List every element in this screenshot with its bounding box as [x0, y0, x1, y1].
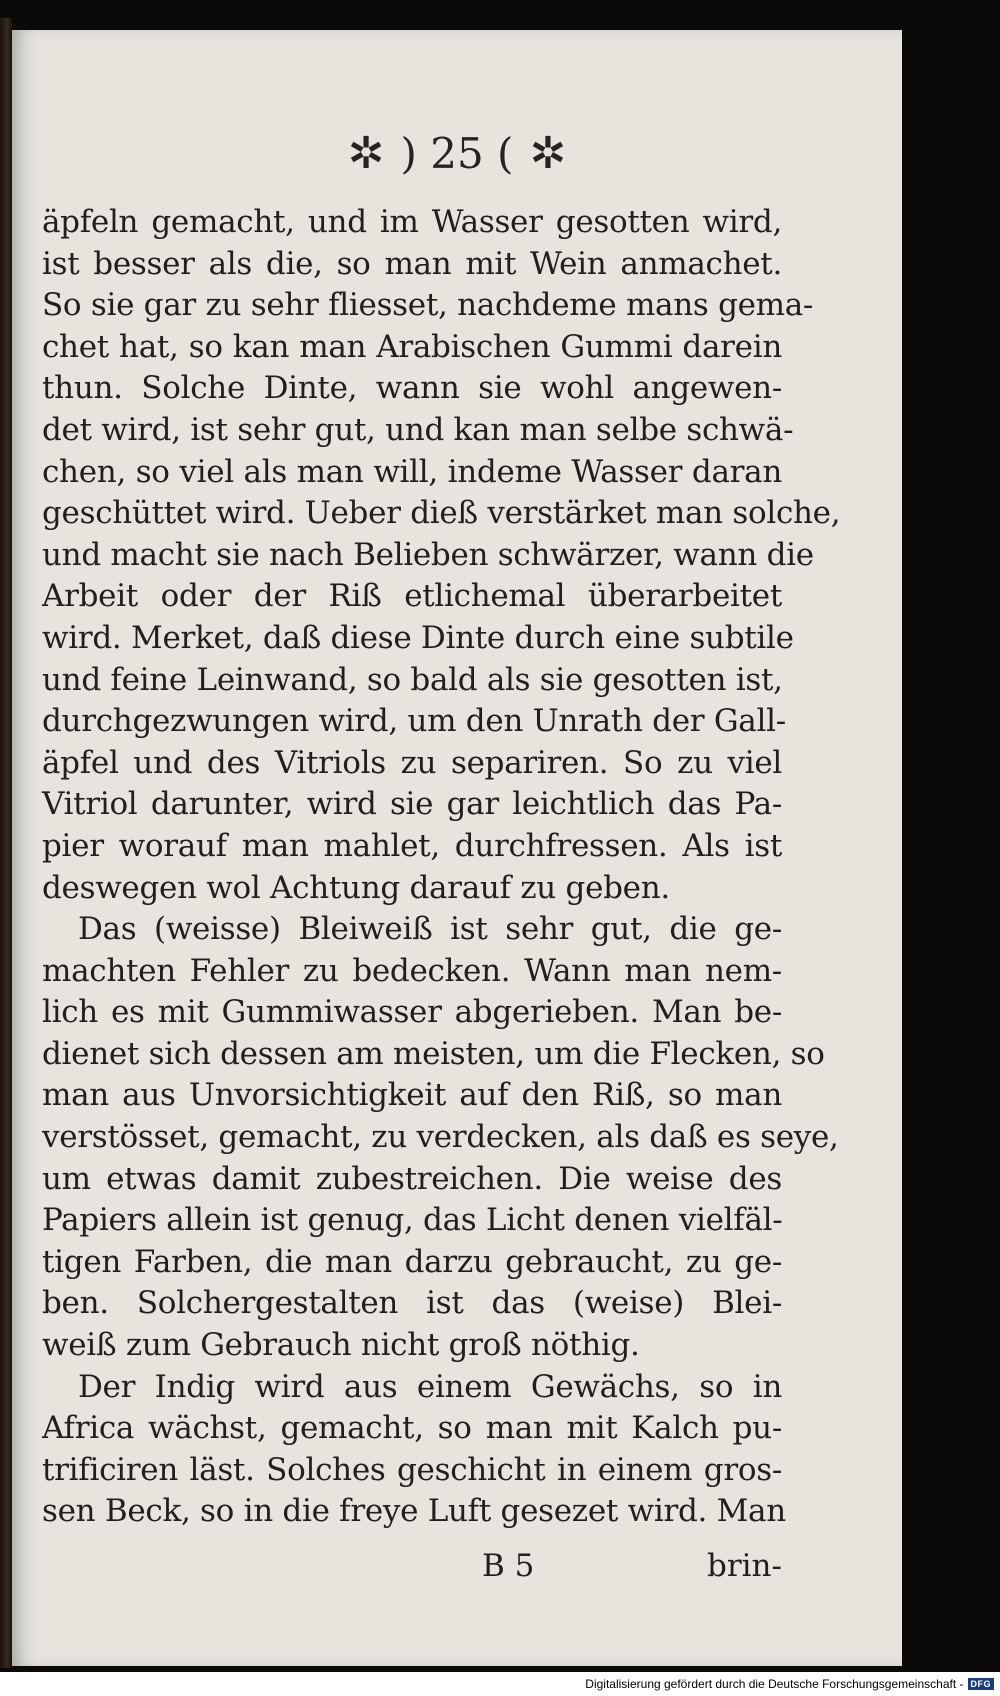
text-line: ist besser als die, so man mit Wein anmachet. [42, 245, 782, 282]
text-line: Der Indig wird aus einem Gewächs, so in [78, 1368, 782, 1405]
ornament-left-icon: ✲ [347, 127, 385, 179]
text-line: Vitriol darunter, wird sie gar leichtlich das Pa- [42, 786, 782, 823]
text-line: äpfel und des Vitriols zu separiren. So zu viel [42, 744, 782, 781]
book-spine-edge [0, 18, 12, 1668]
text-line: lich es mit Gummiwasser abgerieben. Man be- [42, 994, 782, 1031]
text-line: Papiers allein ist genug, das Licht denen vielfäl- [42, 1202, 783, 1239]
text-line: geschüttet wird. Ueber dieß verstärket man solche, [42, 495, 841, 532]
book-page [12, 30, 902, 1666]
text-line: tigen Farben, die man darzu gebraucht, zu ge- [42, 1243, 782, 1280]
text-line: verstösset, gemacht, zu verdecken, als daß es seye, [42, 1119, 839, 1156]
text-line: machten Fehler zu bedecken. Wann man nem- [42, 952, 782, 989]
text-line: det wird, ist sehr gut, und kan man selbe schwä- [42, 411, 794, 448]
ornament-right-icon: ✲ [529, 127, 567, 179]
text-line: dienet sich dessen am meisten, um die Flecken, so [42, 1035, 825, 1072]
text-line: ben. Solchergestalten ist das (weise) Blei- [42, 1285, 782, 1322]
body-text [42, 202, 841, 1533]
text-line: thun. Solche Dinte, wann sie wohl angewen- [42, 370, 782, 407]
text-line: und macht sie nach Belieben schwärzer, wann die [42, 536, 814, 573]
text-line: trificiren läst. Solches geschicht in einem gros- [42, 1451, 782, 1488]
text-line: deswegen wol Achtung darauf zu geben. [42, 869, 670, 906]
text-line: und feine Leinwand, so bald als sie gesotten ist, [42, 661, 783, 698]
text-line: wird. Merket, daß diese Dinte durch eine subtile [42, 619, 794, 656]
text-line: äpfeln gemacht, und im Wasser gesotten wird, [42, 204, 782, 240]
text-line: weiß zum Gebrauch nicht groß nöthig. [42, 1327, 640, 1364]
text-line: Arbeit oder der Riß etlichemal überarbeitet [42, 578, 782, 615]
text-line: pier worauf man mahlet, durchfressen. Als ist [42, 827, 782, 864]
digitization-credit-bar [0, 1672, 1000, 1696]
text-line: So sie gar zu sehr fliesset, nachdeme mans gema- [42, 287, 814, 324]
text-line: Africa wächst, gemacht, so man mit Kalch pu- [42, 1410, 782, 1447]
text-line: chen, so viel als man will, indeme Wasser daran [42, 453, 782, 490]
text-line: Das (weisse) Bleiweiß ist sehr gut, die ge- [78, 911, 782, 948]
text-line: um etwas damit zubestreichen. Die weise des [42, 1160, 782, 1197]
page-header [12, 118, 902, 188]
text-line: sen Beck, so in die freye Luft gesezet wird. Man [42, 1493, 786, 1530]
printer-signature: B 5 [482, 1548, 535, 1584]
text-line: durchgezwungen wird, um den Unrath der Gall- [42, 703, 786, 740]
page-number: ) 25 ( [400, 128, 514, 178]
catchword: brin- [706, 1548, 782, 1584]
page-footer [42, 1548, 782, 1592]
text-line: chet hat, so kan man Arabischen Gummi darein [42, 328, 782, 365]
credit-text: Digitalisierung gefördert durch die Deutsche Forschungsgemeinschaft - [585, 1677, 964, 1691]
dfg-logo: DFG [968, 1678, 995, 1690]
text-line: man aus Unvorsichtigkeit auf den Riß, so man [42, 1077, 782, 1114]
